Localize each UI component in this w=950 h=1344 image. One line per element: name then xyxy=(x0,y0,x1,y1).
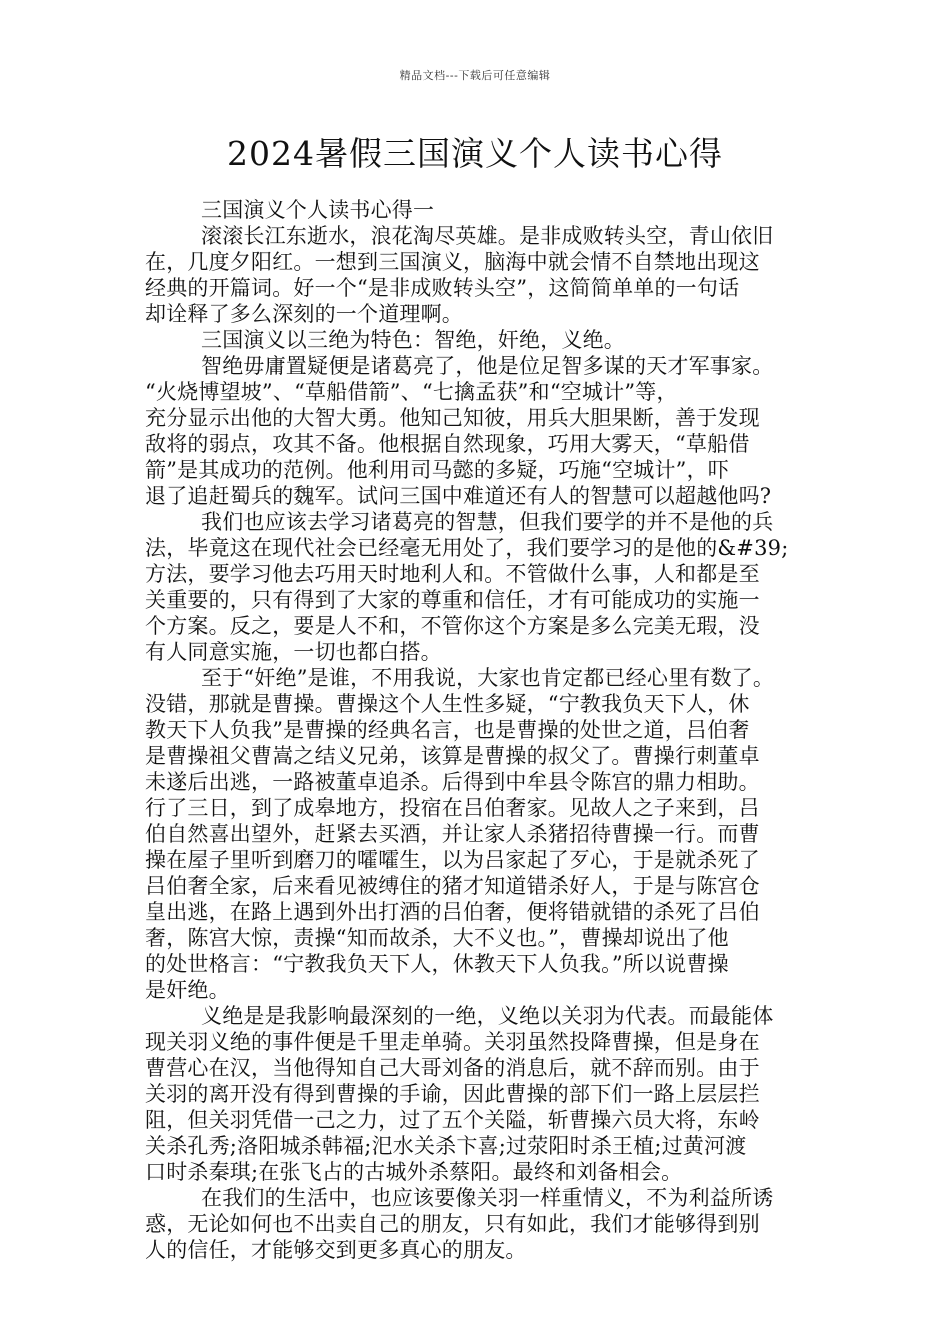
document-body xyxy=(145,197,817,1263)
paragraph-first-line: 我们也应该去学习诸葛亮的智慧，但我们要学的并不是他的兵 xyxy=(201,510,774,534)
paragraph-line: 关杀孔秀;洛阳城杀韩福;汜水关杀卞喜;过荥阳时杀王植;过黄河渡 xyxy=(145,1134,747,1158)
paragraph-line: “火烧博望坡”、“草船借箭”、“七擒孟获”和“空城计”等， xyxy=(145,380,678,404)
paragraph-line: 充分显示出他的大智大勇。他知己知彼，用兵大胆果断，善于发现 xyxy=(145,406,760,430)
page-title: 2024暑假三国演义个人读书心得 xyxy=(227,134,723,173)
paragraph-line: 阻，但关羽凭借一己之力，过了五个关隘，斩曹操六员大将，东岭 xyxy=(145,1108,760,1132)
paragraph-line: 操在屋子里听到磨刀的嚯嚯生，以为吕家起了歹心，于是就杀死了 xyxy=(145,848,760,872)
paragraph-line: 现关羽义绝的事件便是千里走单骑。关羽虽然投降曹操，但是身在 xyxy=(145,1030,760,1054)
paragraph-first-line: 至于“奸绝”是谁，不用我说，大家也肯定都已经心里有数了。 xyxy=(201,666,775,690)
paragraph-line: 却诠释了多么深刻的一个道理啊。 xyxy=(145,302,463,326)
paragraph-first-line: 义绝是是我影响最深刻的一绝，义绝以关羽为代表。而最能体 xyxy=(201,1004,774,1028)
paragraph-line: 方法，要学习他去巧用天时地利人和。不管做什么事，人和都是至 xyxy=(145,562,760,586)
paragraph-line: 敌将的弱点，攻其不备。他根据自然现象，巧用大雾天，“草船借 xyxy=(145,432,750,456)
paragraph-line: 奢，陈宫大惊，责操“知而故杀，大不义也。”，曹操却说出了他 xyxy=(145,926,729,950)
paragraph-line: 口时杀秦琪;在张飞占的古城外杀蔡阳。最终和刘备相会。 xyxy=(145,1160,683,1184)
paragraph-line: 未遂后出逃，一路被董卓追杀。后得到中牟县令陈宫的鼎力相助。 xyxy=(145,770,760,794)
paragraph-line: 皇出逃，在路上遇到外出打酒的吕伯奢，便将错就错的杀死了吕伯 xyxy=(145,900,760,924)
header-note: 精品文档---下载后可任意编辑 xyxy=(399,69,551,82)
paragraph-line: 关羽的离开没有得到曹操的手谕，因此曹操的部下们一路上层层拦 xyxy=(145,1082,760,1106)
paragraph-first-line: 在我们的生活中，也应该要像关羽一样重情义，不为利益所诱 xyxy=(201,1186,774,1210)
paragraph-first-line: 智绝毋庸置疑便是诸葛亮了，他是位足智多谋的天才军事家。 xyxy=(201,354,774,378)
paragraph-line: 个方案。反之，要是人不和，不管你这个方案是多么完美无瑕，没 xyxy=(145,614,760,638)
paragraph-first-line: 滚滚长江东逝水，浪花淘尽英雄。是非成败转头空，青山依旧 xyxy=(201,224,774,248)
paragraph-line: 人的信任，才能够交到更多真心的朋友。 xyxy=(145,1238,527,1262)
paragraph-line: 退了追赶蜀兵的魏军。试问三国中难道还有人的智慧可以超越他吗? xyxy=(145,484,772,508)
paragraph-line: 伯自然喜出望外，赶紧去买酒，并让家人杀猪招待曹操一行。而曹 xyxy=(145,822,760,846)
paragraph-line: 法，毕竟这在现代社会已经毫无用处了，我们要学习的是他的&#39; xyxy=(145,536,789,560)
paragraph-line: 教天下人负我”是曹操的经典名言，也是曹操的处世之道，吕伯奢 xyxy=(145,718,750,742)
paragraph-line: 经典的开篇词。好一个“是非成败转头空”，这简简单单的一句话 xyxy=(145,276,740,300)
paragraph-first-line: 三国演义以三绝为特色：智绝，奸绝，义绝。 xyxy=(201,328,625,352)
paragraph-line: 的处世格言：“宁教我负天下人，休教天下人负我。”所以说曹操 xyxy=(145,952,729,976)
paragraph-line: 在，几度夕阳红。一想到三国演义，脑海中就会情不自禁地出现这 xyxy=(145,250,760,274)
paragraph-line: 没错，那就是曹操。曹操这个人生性多疑，“宁教我负天下人，休 xyxy=(145,692,750,716)
paragraph-line: 行了三日，到了成皋地方，投宿在吕伯奢家。见故人之子来到，吕 xyxy=(145,796,760,820)
paragraph-line: 曹营心在汉，当他得知自己大哥刘备的消息后，就不辞而别。由于 xyxy=(145,1056,760,1080)
paragraph-line: 有人同意实施，一切也都白搭。 xyxy=(145,640,442,664)
paragraph-line: 是曹操祖父曹嵩之结义兄弟，该算是曹操的叔父了。曹操行刺董卓 xyxy=(145,744,760,768)
paragraph-first-line: 三国演义个人读书心得一 xyxy=(201,198,435,222)
paragraph-line: 关重要的，只有得到了大家的尊重和信任，才有可能成功的实施一 xyxy=(145,588,760,612)
paragraph-line: 吕伯奢全家，后来看见被缚住的猪才知道错杀好人，于是与陈宫仓 xyxy=(145,874,760,898)
paragraph-line: 惑，无论如何也不出卖自己的朋友，只有如此，我们才能够得到别 xyxy=(145,1212,760,1236)
paragraph-line: 箭”是其成功的范例。他利用司马懿的多疑，巧施“空城计”，吓 xyxy=(145,458,730,482)
paragraph-line: 是奸绝。 xyxy=(145,978,230,1002)
